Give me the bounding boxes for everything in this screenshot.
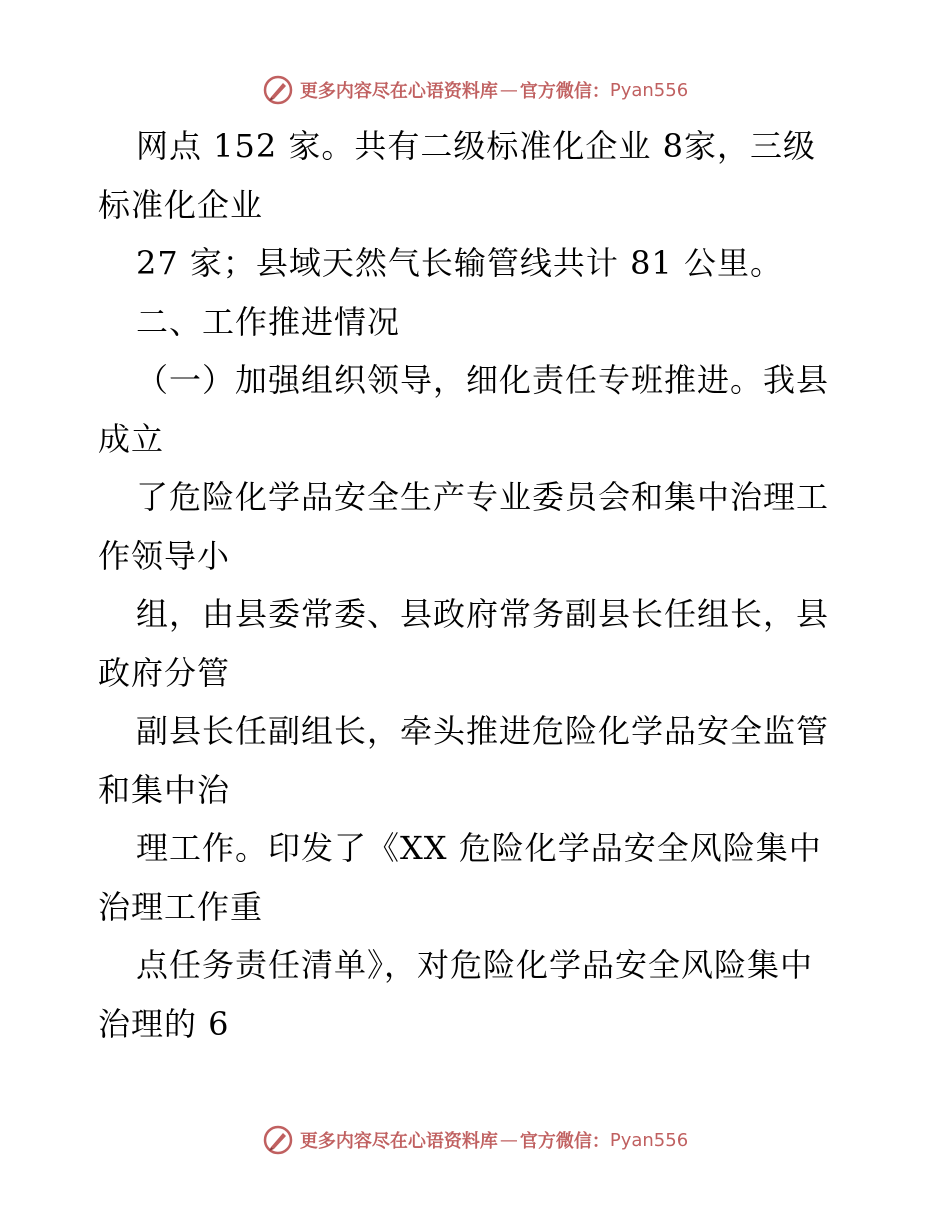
watermark-label: 官方微信：: [519, 1131, 610, 1152]
paragraph-line: 治理的 6: [98, 1004, 230, 1043]
watermark-handle: Pyan556: [609, 79, 689, 101]
paragraph-line: 27 家；县域天然气长输管线共计 81 公里。: [136, 244, 783, 282]
paragraph-line: 政府分管: [98, 653, 231, 692]
paragraph-line: 和集中治: [98, 770, 231, 809]
paragraph-line: 成立: [98, 419, 165, 458]
footer-watermark: [0, 1122, 950, 1158]
paragraph-line: 作领导小: [98, 536, 231, 575]
pen-logo-icon: [262, 74, 294, 106]
watermark-handle: Pyan556: [609, 1129, 689, 1151]
document-body: [98, 120, 858, 1056]
paragraph-line: 治理工作重: [98, 887, 264, 926]
watermark-separator: —: [499, 79, 518, 101]
paragraph-line: 副县长任副组长，牵头推进危险化学品安全监管: [136, 712, 830, 750]
paragraph-line: 网点 152 家。共有二级标准化企业 8家，三级: [136, 127, 816, 165]
watermark-text: 更多内容尽在心语资料库: [299, 81, 498, 102]
paragraph-line: 组，由县委常委、县政府常务副县长任组长，县: [136, 595, 830, 633]
section-heading: 二、工作推进情况: [136, 302, 401, 341]
watermark-separator: —: [499, 1129, 518, 1151]
paragraph-line: 了危险化学品安全生产专业委员会和集中治理工: [136, 478, 830, 516]
header-watermark: [0, 72, 950, 108]
watermark-label: 官方微信：: [519, 81, 610, 102]
paragraph-line: 点任务责任清单》，对危险化学品安全风险集中: [136, 946, 814, 984]
pen-logo-icon: [262, 1124, 294, 1156]
paragraph-line: 标准化企业: [98, 185, 264, 224]
paragraph-line: 理工作。印发了《XX 危险化学品安全风险集中: [136, 829, 822, 867]
watermark-text: 更多内容尽在心语资料库: [299, 1131, 498, 1152]
paragraph-line: （一）加强组织领导，细化责任专班推进。我县: [136, 361, 830, 399]
